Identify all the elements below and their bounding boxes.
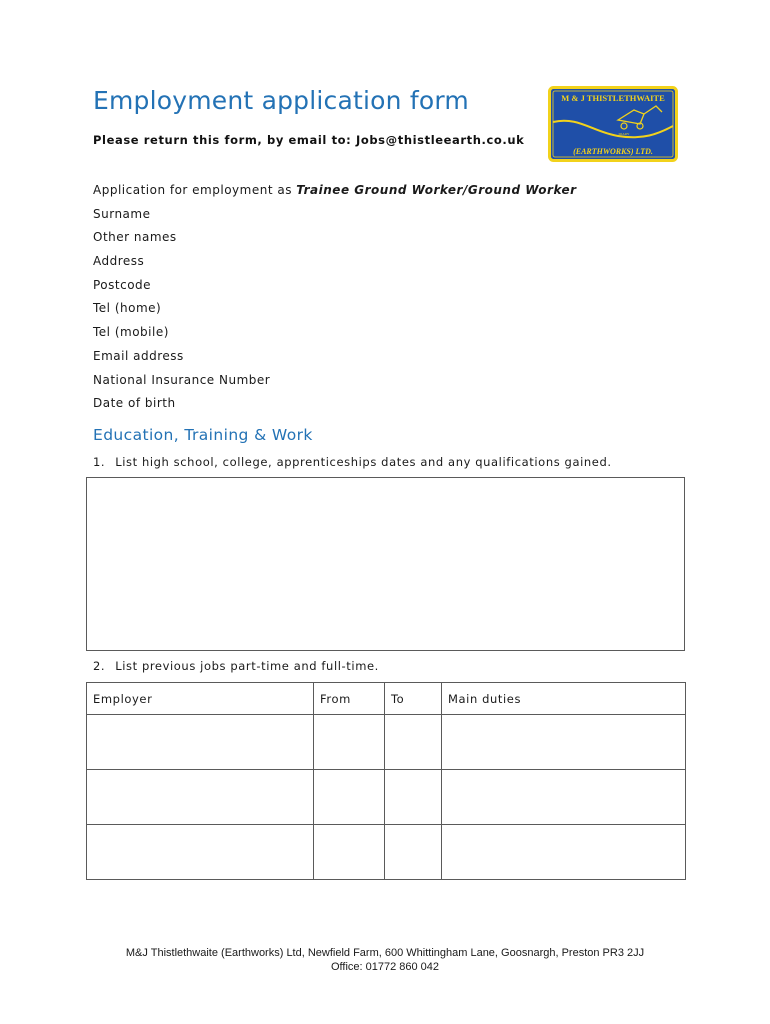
- from-cell[interactable]: [314, 715, 385, 770]
- table-header-row: [87, 683, 686, 715]
- question-1-number: 1.: [93, 455, 106, 469]
- return-instructions: Please return this form, by email to: Jobs@thistleearth.co.uk: [93, 133, 525, 147]
- column-header-employer: Employer: [87, 683, 314, 715]
- main-duties-cell[interactable]: [442, 770, 686, 825]
- column-header-to: To: [385, 683, 442, 715]
- email-label: Email address: [93, 348, 184, 363]
- employer-cell[interactable]: [87, 825, 314, 880]
- table-row: [87, 825, 686, 880]
- table-row: [87, 770, 686, 825]
- employer-cell[interactable]: [87, 770, 314, 825]
- surname-label: Surname: [93, 206, 151, 221]
- question-2: [93, 659, 379, 673]
- question-2-number: 2.: [93, 659, 106, 673]
- previous-jobs-table: [86, 682, 686, 880]
- question-1: [93, 455, 612, 469]
- to-cell[interactable]: [385, 715, 442, 770]
- logo-top-text: M & J THISTLETHWAITE: [561, 93, 665, 103]
- from-cell[interactable]: [314, 825, 385, 880]
- page-footer: [0, 946, 770, 974]
- main-duties-cell[interactable]: [442, 825, 686, 880]
- address-label: Address: [93, 254, 145, 269]
- tel-mobile-label: Tel (mobile): [93, 325, 169, 340]
- to-cell[interactable]: [385, 825, 442, 880]
- company-logo: [548, 86, 678, 162]
- section-title-education: Education, Training & Work: [93, 426, 313, 444]
- footer-phone: Office: 01772 860 042: [330, 961, 440, 973]
- personal-details: [93, 183, 577, 420]
- logo-bottom-text: (EARTHWORKS) LTD.: [573, 147, 653, 156]
- question-1-text: List high school, college, apprenticeships dates and any qualifications gained.: [115, 455, 612, 469]
- logo-small-text: DIARY: [618, 132, 630, 136]
- position-applied: Trainee Ground Worker/Ground Worker: [296, 183, 577, 197]
- page-title: Employment application form: [93, 86, 469, 115]
- education-answer-box[interactable]: [86, 477, 685, 651]
- to-cell[interactable]: [385, 770, 442, 825]
- dob-label: Date of birth: [93, 396, 176, 411]
- column-header-main-duties: Main duties: [442, 683, 686, 715]
- employer-cell[interactable]: [87, 715, 314, 770]
- footer-address: M&J Thistlethwaite (Earthworks) Ltd, Newfield Farm, 600 Whittingham Lane, Goosnargh, Preston PR3 2JJ: [125, 947, 645, 959]
- ni-number-label: National Insurance Number: [93, 372, 271, 387]
- application-label: Application for employment as: [93, 183, 297, 197]
- main-duties-cell[interactable]: [442, 715, 686, 770]
- tel-home-label: Tel (home): [93, 301, 162, 316]
- from-cell[interactable]: [314, 770, 385, 825]
- question-2-text: List previous jobs part-time and full-time.: [115, 659, 379, 673]
- application-row: [93, 183, 577, 207]
- table-row: [87, 715, 686, 770]
- postcode-label: Postcode: [93, 277, 152, 292]
- column-header-from: From: [314, 683, 385, 715]
- other-names-label: Other names: [93, 230, 177, 245]
